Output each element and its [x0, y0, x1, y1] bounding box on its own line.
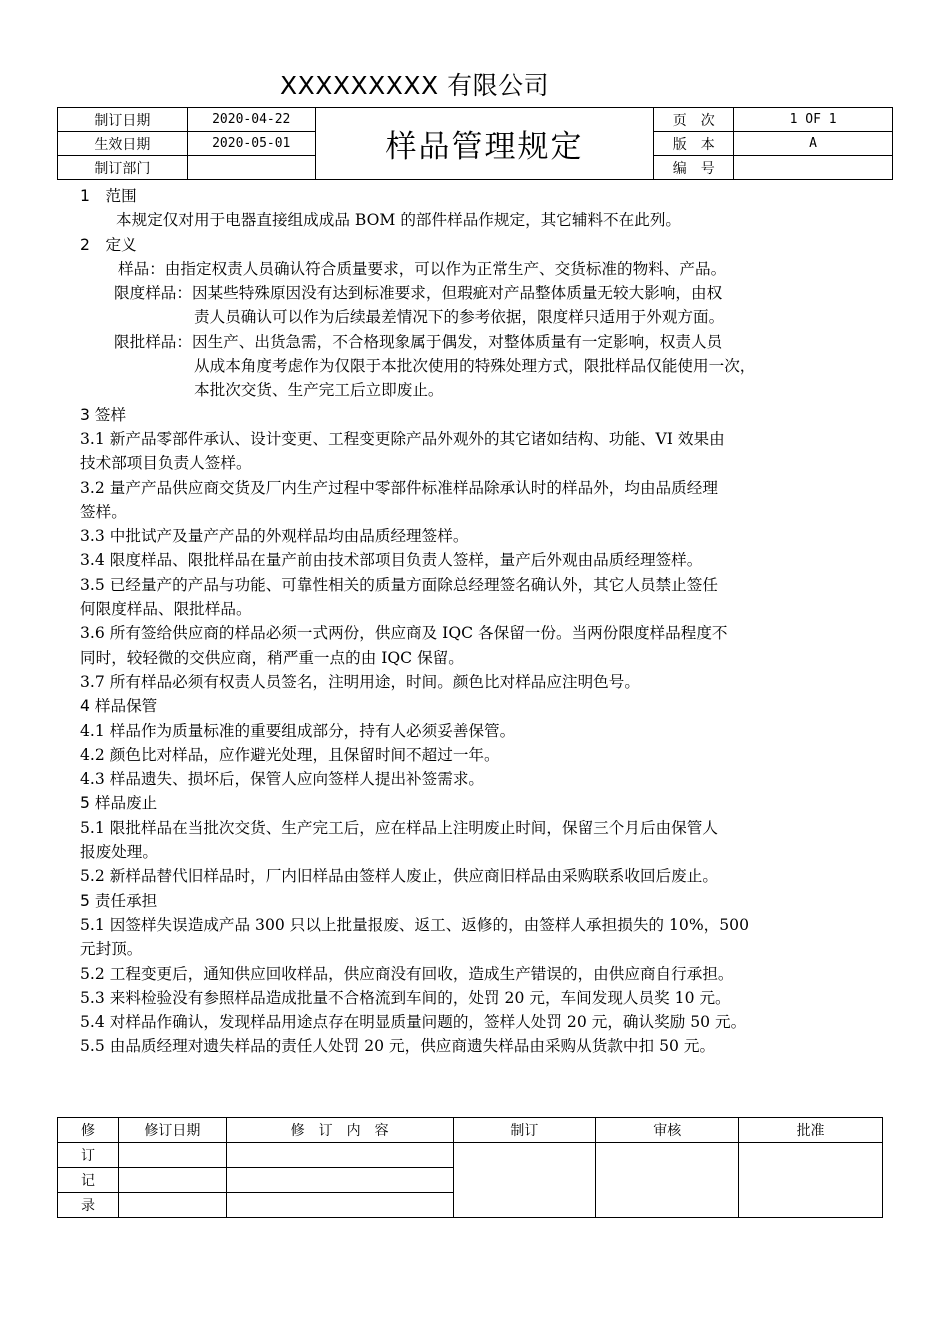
clause: 5.3 来料检验没有参照样品造成批量不合格流到车间的，处罚 20 元，车间发现人员奖 10 元。 — [80, 988, 731, 1007]
header-value — [734, 156, 893, 180]
header-label: 编 号 — [654, 156, 734, 180]
definition-limit-sample: 限度样品：因某些特殊原因没有达到标准要求，但瑕疵对产品整体质量无较大影响，由权 — [114, 284, 723, 303]
header-value: 2020-05-01 — [187, 132, 315, 156]
header-table — [57, 107, 893, 180]
header-label: 制订部门 — [58, 156, 188, 180]
clause: 5.1 限批样品在当批次交货、生产完工后，应在样品上注明废止时间，保留三个月后由保管人 — [80, 818, 718, 837]
revision-header-row — [58, 1118, 883, 1143]
clause-cont: 同时，较轻微的交供应商，稍严重一点的由 IQC 保留。 — [80, 648, 464, 667]
clause: 3.5 已经量产的产品与功能、可靠性相关的质量方面除总经理签名确认外，其它人员禁止签任 — [80, 575, 718, 594]
definition-batch-sample-cont: 本批次交货、生产完工后立即废止。 — [194, 381, 444, 400]
revision-cell — [226, 1168, 453, 1193]
definition-sample: 样品：由指定权责人员确认符合质量要求，可以作为正常生产、交货标准的物料、产品。 — [118, 259, 727, 278]
clause: 3.1 新产品零部件承认、设计变更、工程变更除产品外观外的其它诸如结构、功能、VI 效果由 — [80, 429, 725, 448]
header-row — [58, 108, 893, 132]
clause: 4.2 颜色比对样品，应作避光处理，且保留时间不超过一年。 — [80, 745, 500, 764]
clause: 3.2 量产产品供应商交货及厂内生产过程中零部件标准样品除承认时的样品外，均由品质经理 — [80, 478, 718, 497]
clause: 5.1 因签样失误造成产品 300 只以上批量报废、返工、返修的，由签样人承担损失的 10%，500 — [80, 915, 750, 934]
definition-batch-sample: 限批样品：因生产、出货急需，不合格现象属于偶发，对整体质量有一定影响，权责人员 — [114, 332, 723, 351]
document-body — [80, 184, 880, 1059]
revision-table — [57, 1117, 883, 1218]
header-value: A — [734, 132, 893, 156]
section-heading: 5 责任承担 — [80, 891, 158, 910]
clause: 3.7 所有样品必须有权责人员签名，注明用途，时间。颜色比对样品应注明色号。 — [80, 672, 640, 691]
revision-cell — [118, 1193, 226, 1218]
revision-cell — [226, 1143, 453, 1168]
revision-review-cell — [596, 1143, 739, 1218]
clause: 5.2 工程变更后，通知供应回收样品，供应商没有回收，造成生产错误的，由供应商自行承担。 — [80, 964, 734, 983]
revision-col-approve: 批准 — [739, 1118, 883, 1143]
revision-col-review: 审核 — [596, 1118, 739, 1143]
clause: 4.3 样品遗失、损坏后，保管人应向签样人提出补签需求。 — [80, 770, 485, 789]
clause-cont: 技术部项目负责人签样。 — [80, 454, 252, 473]
header-label: 制订日期 — [58, 108, 188, 132]
revision-side-label: 修 — [58, 1118, 119, 1143]
revision-side-label: 记 — [58, 1168, 119, 1193]
clause: 3.6 所有签给供应商的样品必须一式两份，供应商及 IQC 各保留一份。当两份限度样品程度不 — [80, 624, 728, 643]
clause: 5.2 新样品替代旧样品时，厂内旧样品由签样人废止，供应商旧样品由采购联系收回后废止。 — [80, 867, 718, 886]
revision-approve-cell — [739, 1143, 883, 1218]
clause: 3.4 限度样品、限批样品在量产前由技术部项目负责人签样，量产后外观由品质经理签样。 — [80, 551, 703, 570]
revision-col-made: 制订 — [453, 1118, 596, 1143]
revision-col-content: 修 订 内 容 — [226, 1118, 453, 1143]
clause: 3.3 中批试产及量产产品的外观样品均由品质经理签样。 — [80, 527, 469, 546]
clause: 5.5 由品质经理对遗失样品的责任人处罚 20 元，供应商遗失样品由采购从货款中扣 50 元。 — [80, 1037, 716, 1056]
revision-side-label: 录 — [58, 1193, 119, 1218]
header-label: 生效日期 — [58, 132, 188, 156]
header-label: 页 次 — [654, 108, 734, 132]
section-heading: 2 定义 — [80, 235, 137, 254]
header-value — [187, 156, 315, 180]
revision-cell — [118, 1143, 226, 1168]
revision-side-label: 订 — [58, 1143, 119, 1168]
revision-made-cell — [453, 1143, 596, 1218]
header-value: 1 OF 1 — [734, 108, 893, 132]
revision-row — [58, 1143, 883, 1168]
document-title: 样品管理规定 — [315, 108, 654, 180]
revision-cell — [118, 1168, 226, 1193]
definition-batch-sample-cont: 从成本角度考虑作为仅限于本批次使用的特殊处理方式，限批样品仅能使用一次， — [194, 357, 756, 376]
header-value: 2020-04-22 — [187, 108, 315, 132]
clause: 5.4 对样品作确认，发现样品用途点存在明显质量问题的，签样人处罚 20 元，确认奖励 50 元。 — [80, 1013, 747, 1032]
company-name: XXXXXXXXX 有限公司 — [280, 71, 550, 100]
clause-cont: 签样。 — [80, 502, 127, 521]
clause: 4.1 样品作为质量标准的重要组成部分，持有人必须妥善保管。 — [80, 721, 516, 740]
paragraph: 本规定仅对用于电器直接组成成品 BOM 的部件样品作规定，其它辅料不在此列。 — [116, 211, 682, 230]
definition-limit-sample-cont: 责人员确认可以作为后续最差情况下的参考依据，限度样只适用于外观方面。 — [194, 308, 725, 327]
section-heading: 1 范围 — [80, 187, 137, 205]
section-heading: 5 样品废止 — [80, 794, 158, 813]
revision-cell — [226, 1193, 453, 1218]
revision-col-date: 修订日期 — [118, 1118, 226, 1143]
clause-cont: 何限度样品、限批样品。 — [80, 600, 252, 619]
section-heading: 4 样品保管 — [80, 697, 158, 716]
header-label: 版 本 — [654, 132, 734, 156]
section-heading: 3 签样 — [80, 405, 127, 424]
clause-cont: 报废处理。 — [80, 843, 158, 862]
clause-cont: 元封顶。 — [80, 940, 143, 959]
